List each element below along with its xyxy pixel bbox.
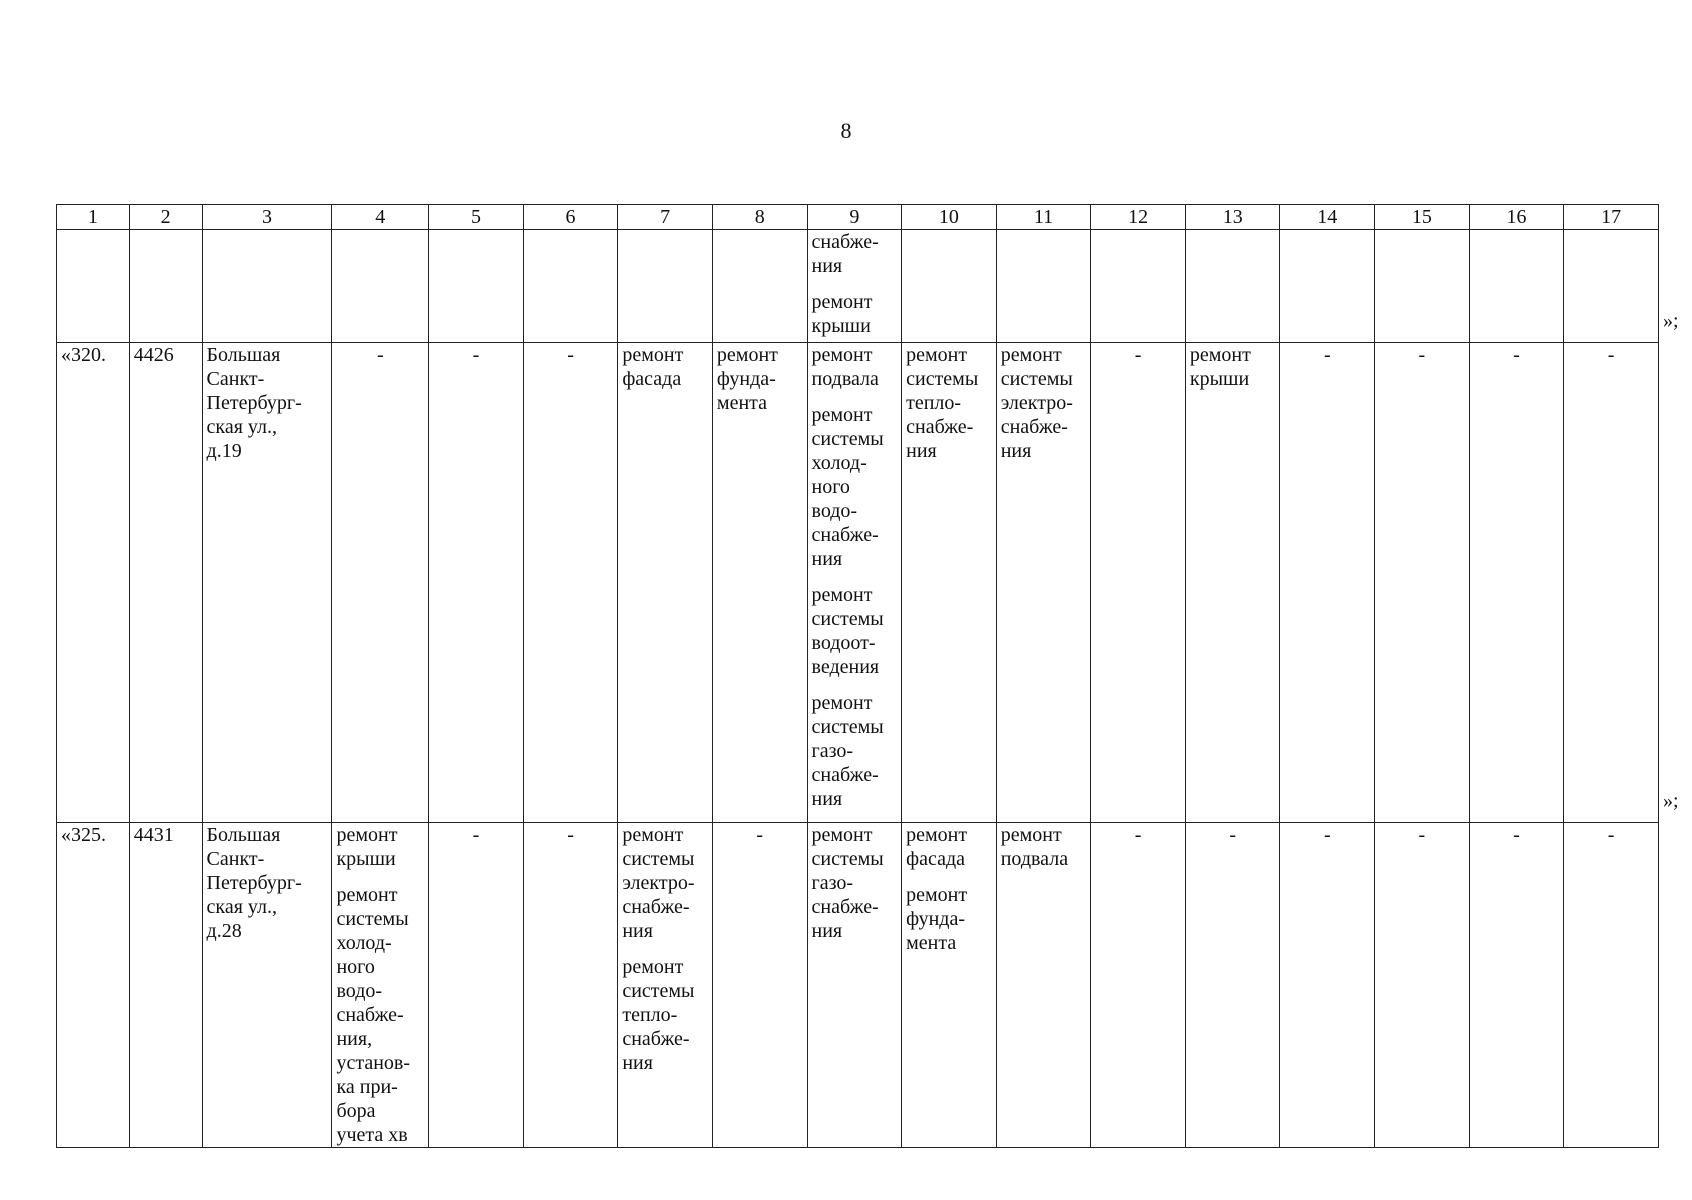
column-header-9: 9 <box>807 205 902 230</box>
cell-col10 <box>902 343 997 823</box>
cell-col11 <box>996 230 1091 343</box>
cell-entry: - <box>1418 824 1426 846</box>
cell-col3 <box>202 230 332 343</box>
cell-entry: - <box>1607 824 1615 846</box>
column-header-10: 10 <box>902 205 997 230</box>
column-header-13: 13 <box>1185 205 1280 230</box>
cell-col13 <box>1185 343 1280 823</box>
column-header-5: 5 <box>429 205 524 230</box>
continuation-row <box>57 230 1659 343</box>
cell-col6 <box>523 343 618 823</box>
cell-entry: - <box>1229 824 1237 846</box>
cell-col10 <box>902 230 997 343</box>
building-code: 4426 <box>129 343 202 823</box>
cell-entry: ремонт системы электро- снабже- ния <box>1000 344 1073 462</box>
cell-col8 <box>712 230 807 343</box>
cell-col9 <box>807 343 902 823</box>
address <box>202 343 332 823</box>
cell-col6 <box>523 230 618 343</box>
cell-col16 <box>1469 230 1564 343</box>
cell-entry: - <box>567 344 574 366</box>
cell-entry: ремонт фунда- мента <box>906 884 968 954</box>
cell-col8 <box>712 823 807 1148</box>
column-header-2: 2 <box>129 205 202 230</box>
row-number: «325. <box>57 823 130 1148</box>
cell-entry: ремонт системы тепло- снабже- ния <box>906 344 979 462</box>
cell-col14 <box>1280 343 1375 823</box>
column-header-8: 8 <box>712 205 807 230</box>
column-header-7: 7 <box>618 205 713 230</box>
cell-entry: - <box>567 824 574 846</box>
cell-col8 <box>712 343 807 823</box>
column-header-4: 4 <box>332 205 429 230</box>
address <box>202 823 332 1148</box>
column-header-16: 16 <box>1469 205 1564 230</box>
cell-col7 <box>618 343 713 823</box>
cell-col4 <box>332 823 429 1148</box>
cell-entry: ремонт крыши <box>811 291 873 337</box>
cell-entry: ремонт крыши <box>1189 344 1251 390</box>
column-header-3: 3 <box>202 205 332 230</box>
building-code: 4431 <box>129 823 202 1148</box>
cell-col1 <box>57 230 130 343</box>
cell-entry: - <box>756 824 764 846</box>
cell-entry: Большая Санкт- Петербург- ская ул., д.19 <box>206 344 302 462</box>
cell-col14 <box>1280 230 1375 343</box>
cell-col15 <box>1375 230 1470 343</box>
cell-col4 <box>332 343 429 823</box>
cell-col11 <box>996 343 1091 823</box>
cell-col5 <box>429 230 524 343</box>
cell-entry: ремонт системы тепло- снабже- ния <box>622 956 695 1074</box>
cell-entry: ремонт системы электро- снабже- ния <box>622 824 695 942</box>
cell-col17 <box>1564 343 1659 823</box>
column-header-6: 6 <box>523 205 618 230</box>
page-number: 8 <box>840 118 852 143</box>
cell-col13 <box>1185 823 1280 1148</box>
table-row-320 <box>57 343 1659 823</box>
cell-col10 <box>902 823 997 1148</box>
cell-entry: ремонт крыши <box>336 824 398 870</box>
column-header-12: 12 <box>1091 205 1186 230</box>
cell-entry: ремонт фасада <box>906 824 968 870</box>
row-number: «320. <box>57 343 130 823</box>
cell-entry: - <box>1418 344 1426 366</box>
cell-col9 <box>807 230 902 343</box>
cell-entry: - <box>472 344 480 366</box>
cell-col17 <box>1564 230 1659 343</box>
table-row-325 <box>57 823 1659 1148</box>
cell-entry: ремонт системы водоот- ведения <box>811 584 884 678</box>
cell-entry: - <box>1323 824 1331 846</box>
cell-col16 <box>1469 823 1564 1148</box>
cell-col17 <box>1564 823 1659 1148</box>
cell-entry: - <box>472 824 480 846</box>
row-closing-quote: »; <box>1663 789 1679 812</box>
cell-entry: ремонт фунда- мента <box>716 344 778 414</box>
column-header-14: 14 <box>1280 205 1375 230</box>
cell-col9 <box>807 823 902 1148</box>
cell-col5 <box>429 823 524 1148</box>
cell-col7 <box>618 823 713 1148</box>
cell-entry: - <box>1513 344 1520 366</box>
cell-col2 <box>129 230 202 343</box>
cell-col13 <box>1185 230 1280 343</box>
cell-col15 <box>1375 823 1470 1148</box>
cell-entry: ремонт системы газо- снабже- ния <box>811 692 884 810</box>
cell-col4 <box>332 230 429 343</box>
cell-col16 <box>1469 343 1564 823</box>
cell-col12 <box>1091 343 1186 823</box>
cell-entry: - <box>1134 824 1142 846</box>
cell-entry: ремонт подвала <box>811 344 879 390</box>
cell-entry: - <box>1513 824 1520 846</box>
cell-entry: Большая Санкт- Петербург- ская ул., д.28 <box>206 824 302 942</box>
cell-col15 <box>1375 343 1470 823</box>
repair-schedule-table <box>56 204 1659 1148</box>
cell-col5 <box>429 343 524 823</box>
column-header-1: 1 <box>57 205 130 230</box>
cell-entry: ремонт системы газо- снабже- ния <box>811 824 884 942</box>
cell-entry: - <box>1607 344 1615 366</box>
cell-entry: - <box>376 344 384 366</box>
cell-entry: ремонт подвала <box>1000 824 1069 870</box>
cell-col12 <box>1091 230 1186 343</box>
column-header-15: 15 <box>1375 205 1470 230</box>
cell-col11 <box>996 823 1091 1148</box>
cell-col6 <box>523 823 618 1148</box>
cell-col12 <box>1091 823 1186 1148</box>
column-number-row <box>57 205 1659 230</box>
column-header-11: 11 <box>996 205 1091 230</box>
cell-entry: ремонт системы холод- ного водо- снабже- ния <box>811 404 884 570</box>
cell-entry: ремонт системы холод- ного водо- снабже- ния, установ- ка при- бора учета хв <box>336 884 411 1146</box>
cell-entry: снабже- ния <box>811 231 879 277</box>
cell-entry: - <box>1323 344 1331 366</box>
cell-entry: ремонт фасада <box>622 344 684 390</box>
cell-col7 <box>618 230 713 343</box>
cell-entry: - <box>1134 344 1142 366</box>
column-header-17: 17 <box>1564 205 1659 230</box>
cell-col14 <box>1280 823 1375 1148</box>
row-closing-quote: »; <box>1663 309 1679 332</box>
